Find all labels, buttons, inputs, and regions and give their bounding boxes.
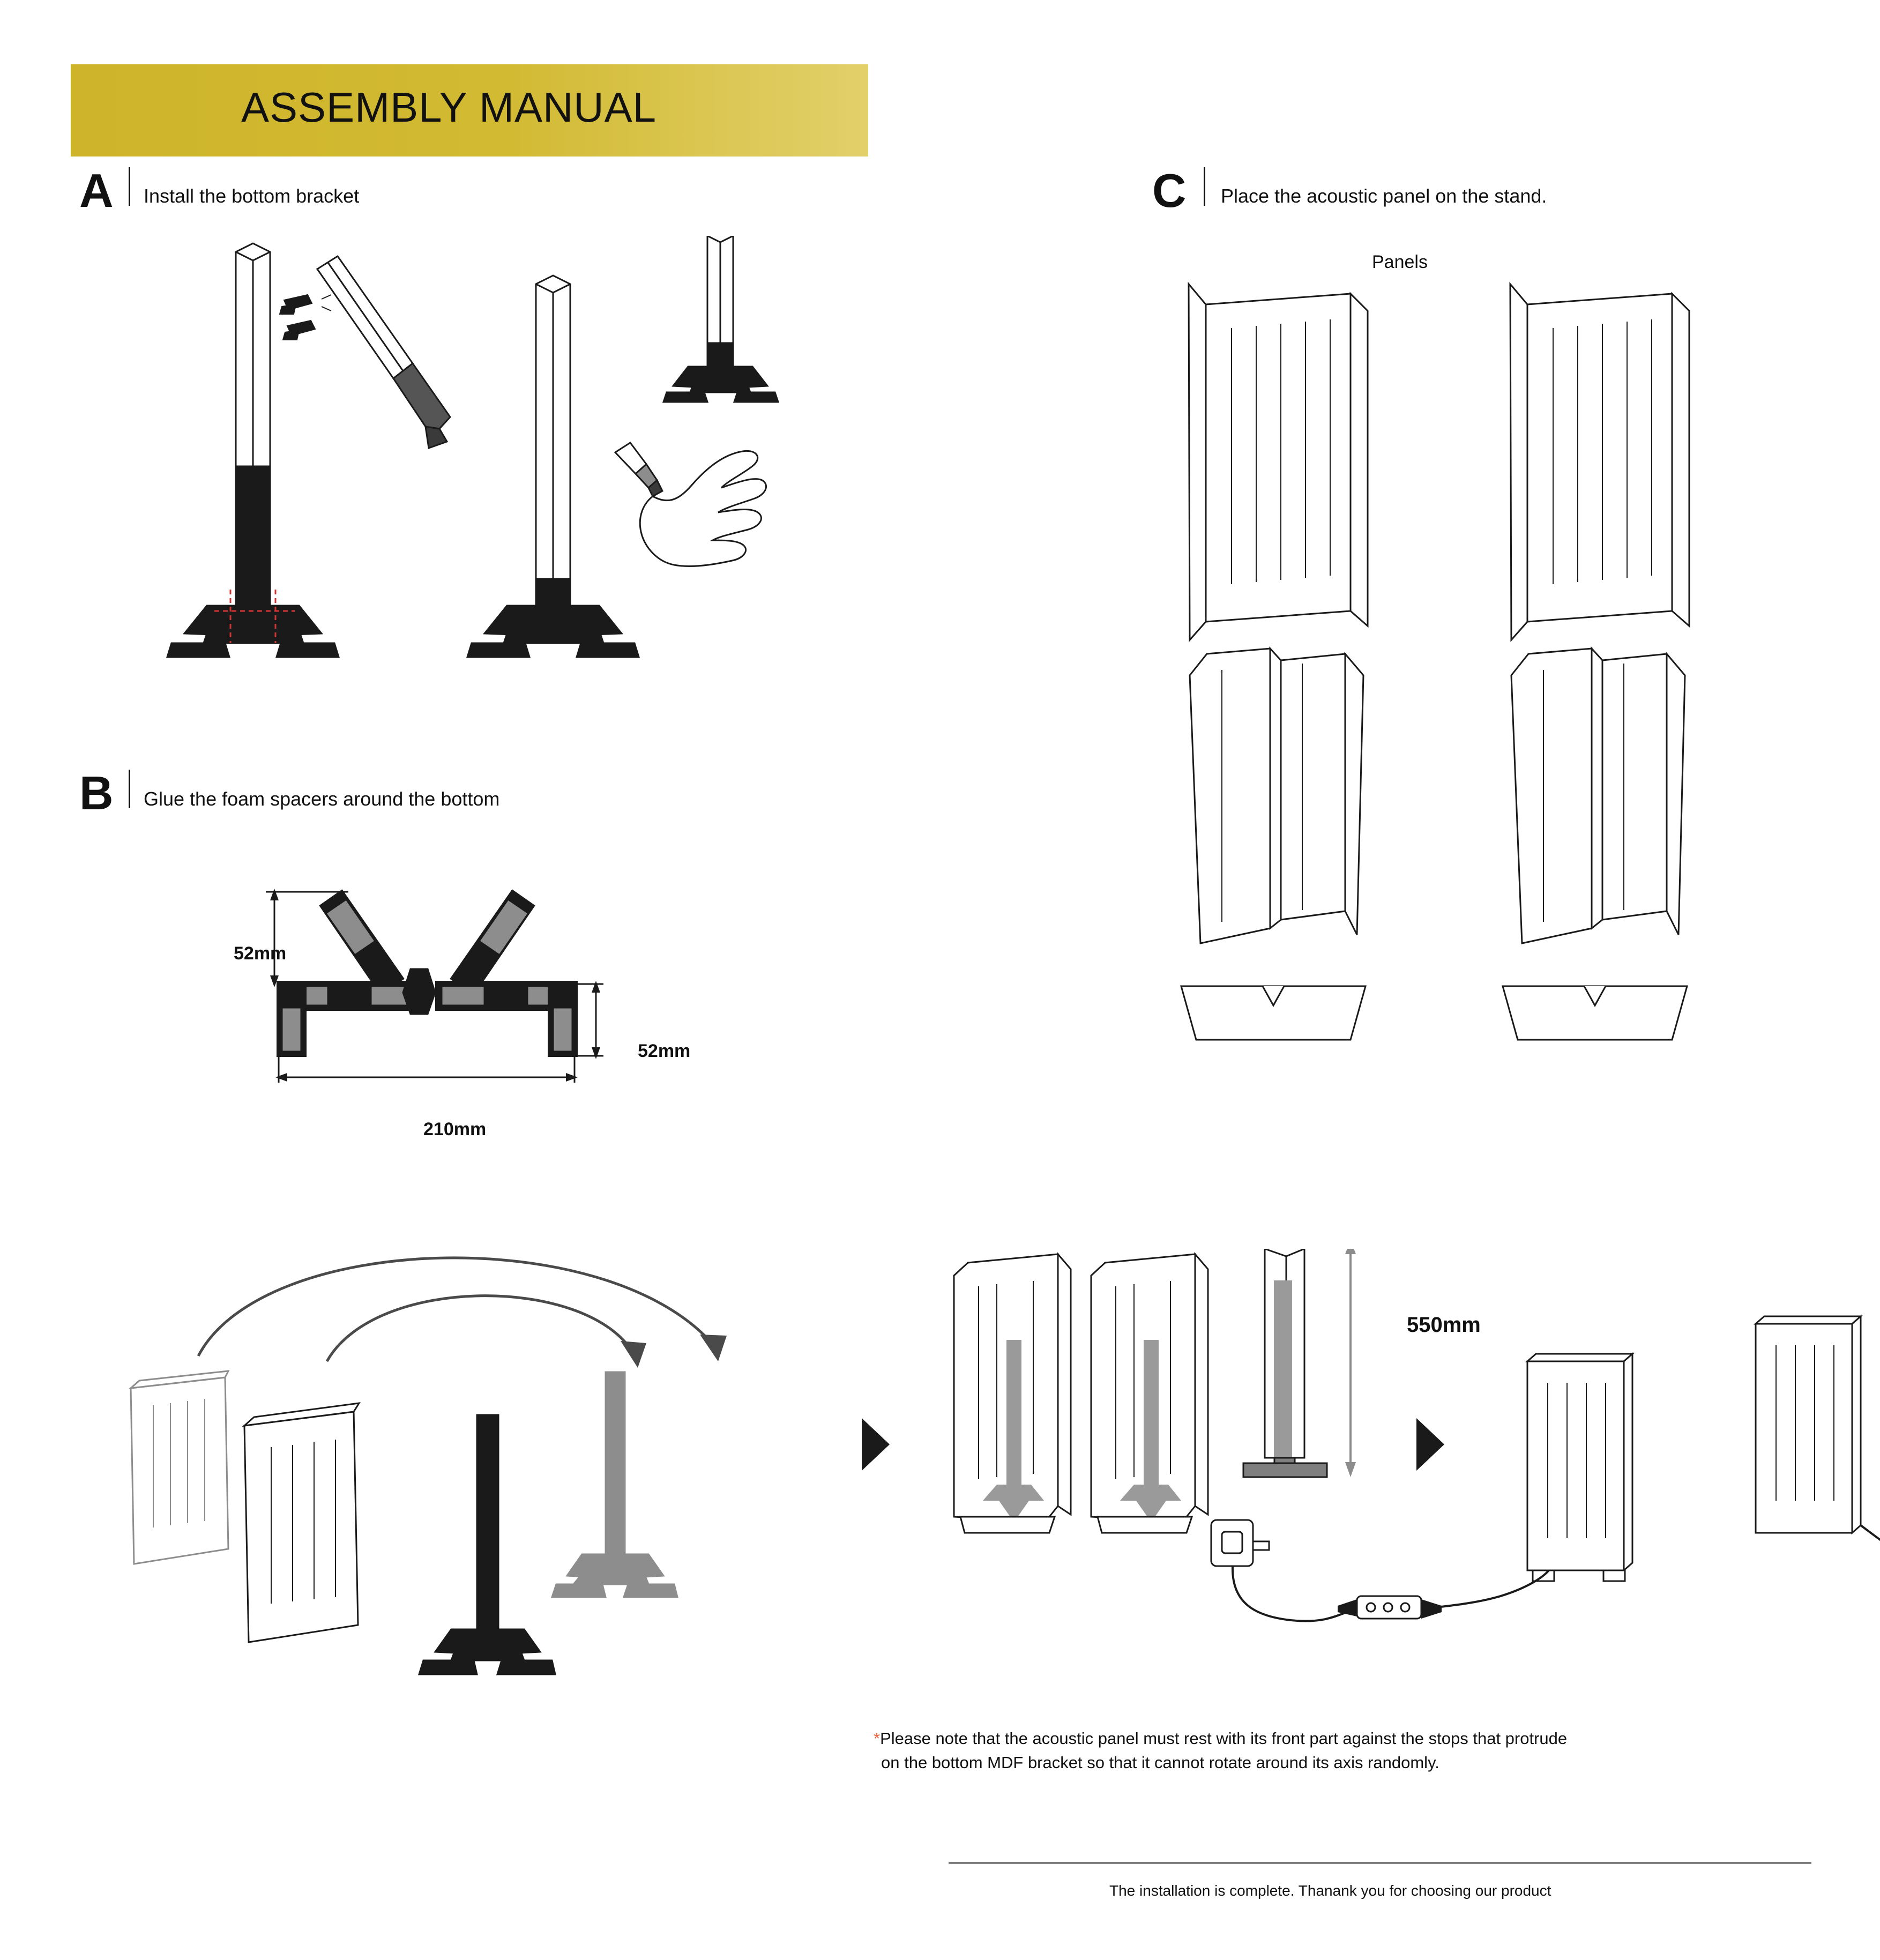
figure-panels — [1168, 279, 1801, 1077]
dimension-label-height-left: 52mm — [234, 943, 287, 964]
dimension-label-stand-height: 550mm — [1407, 1313, 1481, 1337]
step-b-text: Glue the foam spacers around the bottom — [144, 788, 500, 810]
important-note — [874, 1727, 1806, 1775]
footer-text: The installation is complete. Thanank you for choosing our product — [1109, 1882, 1551, 1899]
step-b-divider — [129, 770, 130, 808]
note-line-2: on the bottom MDF bracket so that it cannot rotate around its axis randomly. — [881, 1753, 1439, 1772]
step-c-divider — [1204, 167, 1205, 206]
figure-step-a — [161, 236, 857, 697]
step-a-letter: A — [79, 164, 114, 217]
figure-rotation — [123, 1201, 874, 1785]
page-title: ASSEMBLY MANUAL — [241, 84, 657, 131]
note-asterisk: * — [874, 1729, 881, 1748]
step-c-text: Place the acoustic panel on the stand. — [1221, 185, 1547, 207]
figure-final-assembly — [1200, 1302, 1880, 1720]
flow-arrow-1 — [857, 1415, 895, 1474]
dimension-label-height-right: 52mm — [638, 1041, 691, 1061]
step-c-letter: C — [1152, 164, 1187, 217]
note-line-1: Please note that the acoustic panel must rest with its front part against the stops that protrude — [880, 1729, 1568, 1748]
panels-label: Panels — [1372, 252, 1428, 272]
step-a-text: Install the bottom bracket — [144, 185, 360, 207]
dimension-label-width: 210mm — [423, 1119, 487, 1139]
step-b-letter: B — [79, 766, 114, 819]
step-a-divider — [129, 167, 130, 206]
footer-divider — [949, 1862, 1811, 1864]
